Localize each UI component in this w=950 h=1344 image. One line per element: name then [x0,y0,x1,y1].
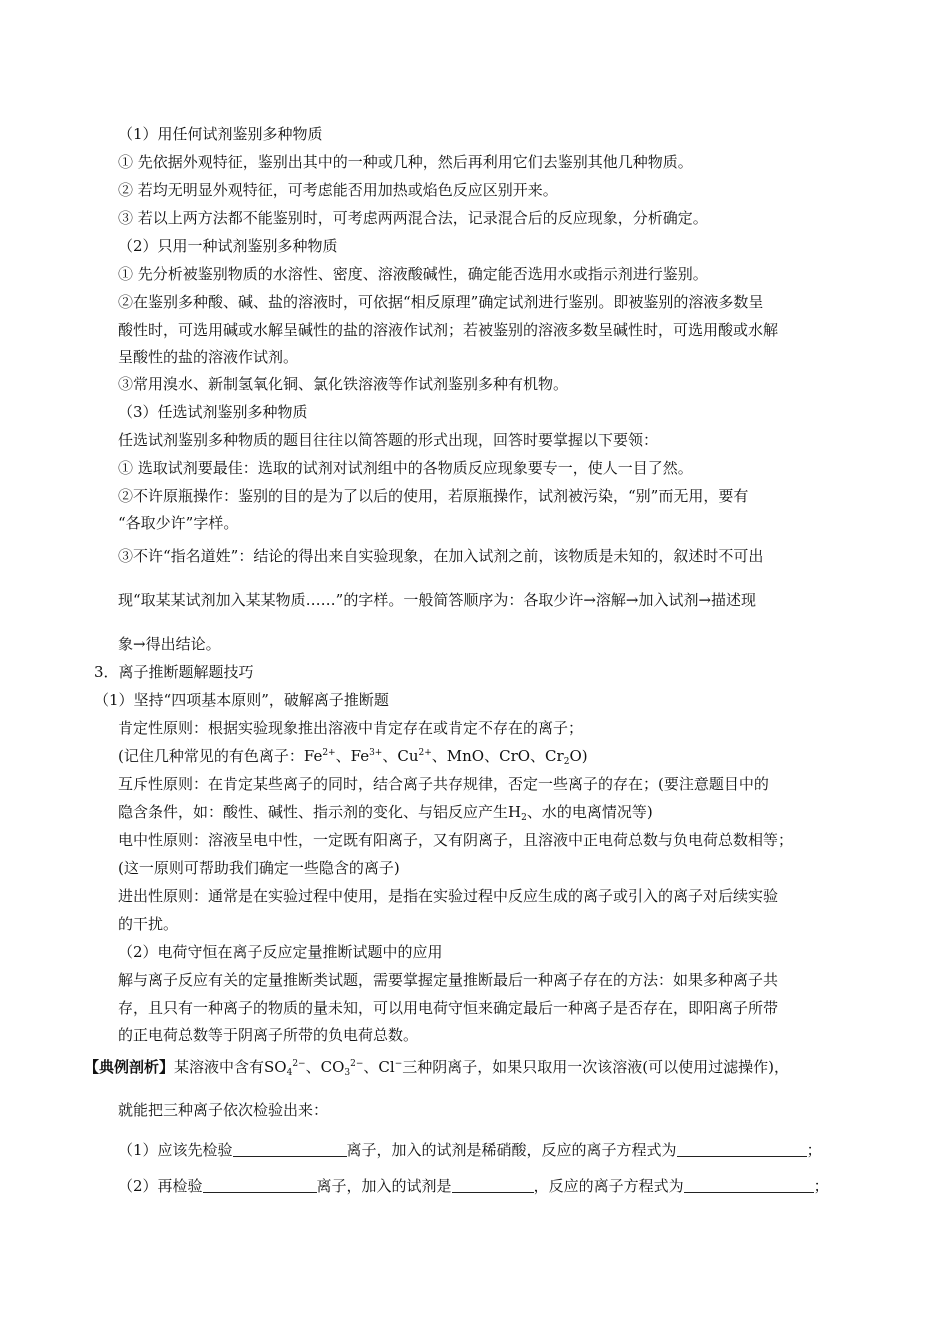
paragraph: ③不许“指名道姓”：结论的得出来自实验现象，在加入试剂之前，该物质是未知的，叙述时不可出 [118,547,764,565]
paragraph: 隐含条件，如：酸性、碱性、指示剂的变化、与铝反应产生$H_2$、水的电离情况等) [118,803,653,823]
example-line: 就能把三种离子依次检验出来： [118,1101,329,1119]
paragraph: ③常用溴水、新制氢氧化铜、氯化铁溶液等作试剂鉴别多种有机物。 [118,375,569,393]
paragraph: ② 若均无明显外观特征，可考虑能否用加热或焰色反应区别开来。 [118,181,558,199]
paragraph: 存，且只有一种离子的物质的量未知，可以用电荷守恒来确定最后一种离子是否存在，即阳离子所带 [118,999,779,1017]
paragraph: “各取少许”字样。 [118,514,239,532]
paragraph: ① 选取试剂要最佳：选取的试剂对试剂组中的各物质反应现象要专一，使人一目了然。 [118,459,693,477]
example-intro: 【典例剖析】某溶液中含有$SO_4^{2-}$、$CO_3^{2-}$、Cl−三种阴离子，如果只取用一次该溶液(可以使用过滤操作)， [84,1058,789,1078]
paragraph: 电中性原则：溶液呈电中性，一定既有阳离子，又有阴离子，且溶液中正电荷总数与负电荷总数相等； [118,831,794,849]
paragraph: 进出性原则：通常是在实验过程中使用，是指在实验过程中反应生成的离子或引入的离子对后续实验 [118,887,779,905]
question-1: （1）应该先检验 离子，加入的试剂是稀硝酸，反应的离子方程式为 ； [118,1141,822,1159]
example-tag: 【典例剖析】 [84,1058,175,1076]
answer-blank[interactable] [203,1178,317,1193]
heading-any-reagent: （1）用任何试剂鉴别多种物质 [118,125,323,143]
question-2: （2）再检验 离子，加入的试剂是 ，反应的离子方程式为 ； [118,1177,829,1195]
heading-charge-conservation: （2）电荷守恒在离子反应定量推断试题中的应用 [118,943,443,961]
section-title: 3．离子推断题解题技巧 [94,663,254,681]
paragraph: ① 先依据外观特征，鉴别出其中的一种或几种，然后再利用它们去鉴别其他几种物质。 [118,153,693,171]
answer-blank[interactable] [684,1178,814,1193]
answer-blank[interactable] [677,1142,807,1157]
paragraph: ②在鉴别多种酸、碱、盐的溶液时，可依据“相反原理”确定试剂进行鉴别。即被鉴别的溶液多数呈 [118,293,764,311]
heading-one-reagent: （2）只用一种试剂鉴别多种物质 [118,237,338,255]
heading-free-reagent: （3）任选试剂鉴别多种物质 [118,403,308,421]
paragraph: 的正电荷总数等于阴离子所带的负电荷总数。 [118,1026,419,1044]
paragraph: 解与离子反应有关的定量推断类试题，需要掌握定量推断最后一种离子存在的方法：如果多种离子共 [118,971,779,989]
paragraph: 酸性时，可选用碱或水解呈碱性的盐的溶液作试剂；若被鉴别的溶液多数呈碱性时，可选用酸或水解 [118,321,779,339]
paragraph: 呈酸性的盐的溶液作试剂。 [118,348,299,366]
paragraph: 肯定性原则：根据实验现象推出溶液中肯定存在或肯定不存在的离子； [118,719,584,737]
paragraph: 互斥性原则：在肯定某些离子的同时，结合离子共存规律，否定一些离子的存在；(要注意题目中的 [118,775,769,793]
paragraph: (这一原则可帮助我们确定一些隐含的离子) [118,859,400,877]
answer-blank[interactable] [452,1178,534,1193]
paragraph: ②不许原瓶操作：鉴别的目的是为了以后的使用，若原瓶操作，试剂被污染，“别”而无用，要有 [118,487,749,505]
heading-four-principles: （1）坚持“四项基本原则”，破解离子推断题 [94,691,389,709]
paragraph: ③ 若以上两方法都不能鉴别时，可考虑两两混合法，记录混合后的反应现象，分析确定。 [118,209,708,227]
paragraph: 任选试剂鉴别多种物质的题目往往以简答题的形式出现，回答时要掌握以下要领： [118,431,659,449]
paragraph: 现“取某某试剂加入某某物质……”的字样。一般简答顺序为：各取少许→溶解→加入试剂→描述现 [118,591,757,609]
paragraph: 的干扰。 [118,915,179,933]
colored-ions-note: (记住几种常见的有色离子：$Fe^{2+}$、$Fe^{3+}$、$Cu^{2+}$、MnO、CrO、$Cr_2O$) [118,747,588,767]
paragraph: 象→得出结论。 [118,635,221,653]
answer-blank[interactable] [233,1142,347,1157]
paragraph: ① 先分析被鉴别物质的水溶性、密度、溶液酸碱性，确定能否选用水或指示剂进行鉴别。 [118,265,708,283]
